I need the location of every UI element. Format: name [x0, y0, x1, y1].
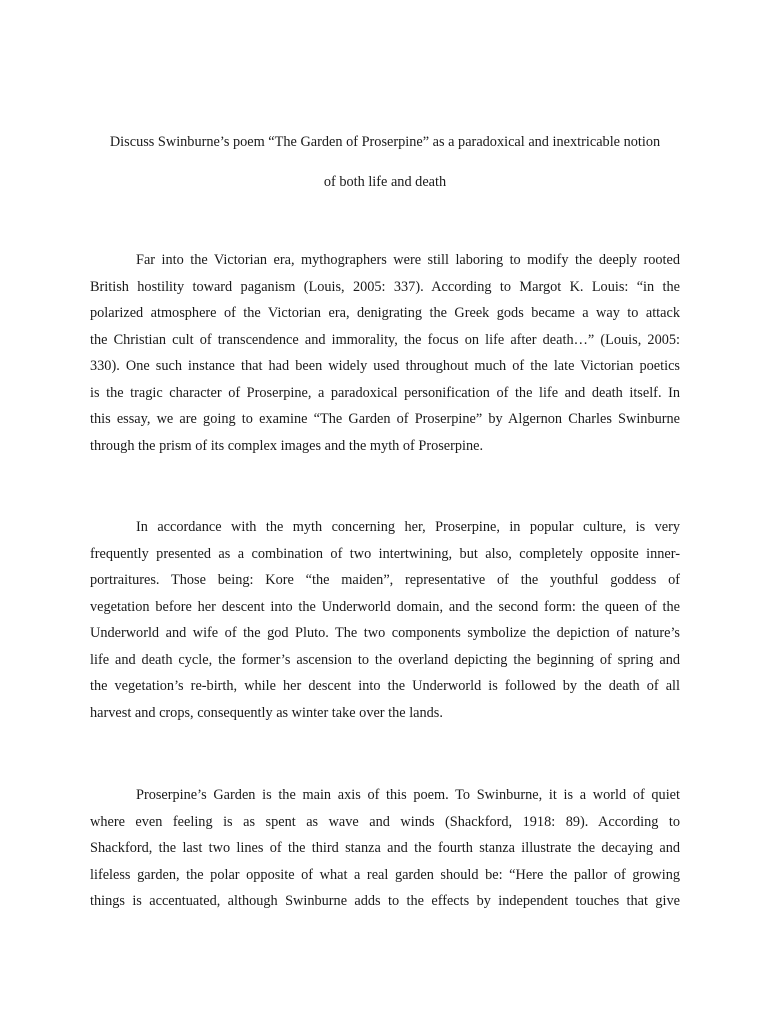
- paragraph-line: this essay, we are going to examine “The Garden of Proserpine” by Algernon Charles Swinburne: [90, 411, 680, 427]
- paragraph-line: the vegetation’s re-birth, while her descent into the Underworld is followed by the death of all: [90, 678, 680, 694]
- paragraph-line: Shackford, the last two lines of the third stanza and the fourth stanza illustrate the decaying and: [90, 840, 680, 856]
- paragraph-line: polarized atmosphere of the Victorian era, denigrating the Greek gods became a way to attack: [90, 305, 680, 321]
- paragraph-line: British hostility toward paganism (Louis, 2005: 337). According to Margot K. Louis: “in the: [90, 278, 680, 295]
- paragraph-line: Far into the Victorian era, mythographers were still laboring to modify the deeply rooted: [136, 252, 680, 268]
- paragraph-line: Proserpine’s Garden is the main axis of this poem. To Swinburne, it is a world of quiet: [136, 787, 680, 803]
- paragraph-line: where even feeling is as spent as wave and winds (Shackford, 1918: 89). According to: [90, 813, 680, 830]
- paragraph-2: [90, 514, 680, 726]
- paragraph-line: is the tragic character of Proserpine, a paradoxical personification of the life and death itself. In: [90, 384, 680, 401]
- document-title-line-2: of both life and death: [323, 174, 447, 190]
- paragraph-1: [90, 247, 680, 459]
- paragraph-line: through the prism of its complex images and the myth of Proserpine.: [90, 437, 484, 454]
- paragraph-line: vegetation before her descent into the Underworld domain, and the second form: the queen of the: [90, 598, 680, 615]
- paragraph-line: frequently presented as a combination of two intertwining, but also, completely opposite inner-: [90, 545, 680, 562]
- document-title-line-1: Discuss Swinburne’s poem “The Garden of Proserpine” as a paradoxical and inextricable notion: [109, 134, 661, 150]
- paragraph-line: Underworld and wife of the god Pluto. The two components symbolize the depiction of nature’s: [90, 625, 680, 641]
- paragraph-line: In accordance with the myth concerning her, Proserpine, in popular culture, is very: [136, 519, 680, 535]
- paragraph-line: life and death cycle, the former’s ascension to the overland depicting the beginning of spring and: [90, 651, 680, 668]
- paragraph-line: the Christian cult of transcendence and immorality, the focus on life after death…” (Louis, 2005:: [90, 331, 680, 348]
- paragraph-line: things is accentuated, although Swinburne adds to the effects by independent touches that give: [90, 893, 680, 909]
- paragraph-3: [90, 782, 680, 915]
- paragraph-line: harvest and crops, consequently as winter take over the lands.: [90, 704, 443, 721]
- paragraph-line: portraitures. Those being: Kore “the maiden”, representative of the youthful goddess of: [90, 572, 680, 588]
- paragraph-line: 330). One such instance that had been widely used throughout much of the late Victorian poetics: [90, 358, 680, 374]
- paragraph-line: lifeless garden, the polar opposite of what a real garden should be: “Here the pallor of growing: [90, 866, 680, 883]
